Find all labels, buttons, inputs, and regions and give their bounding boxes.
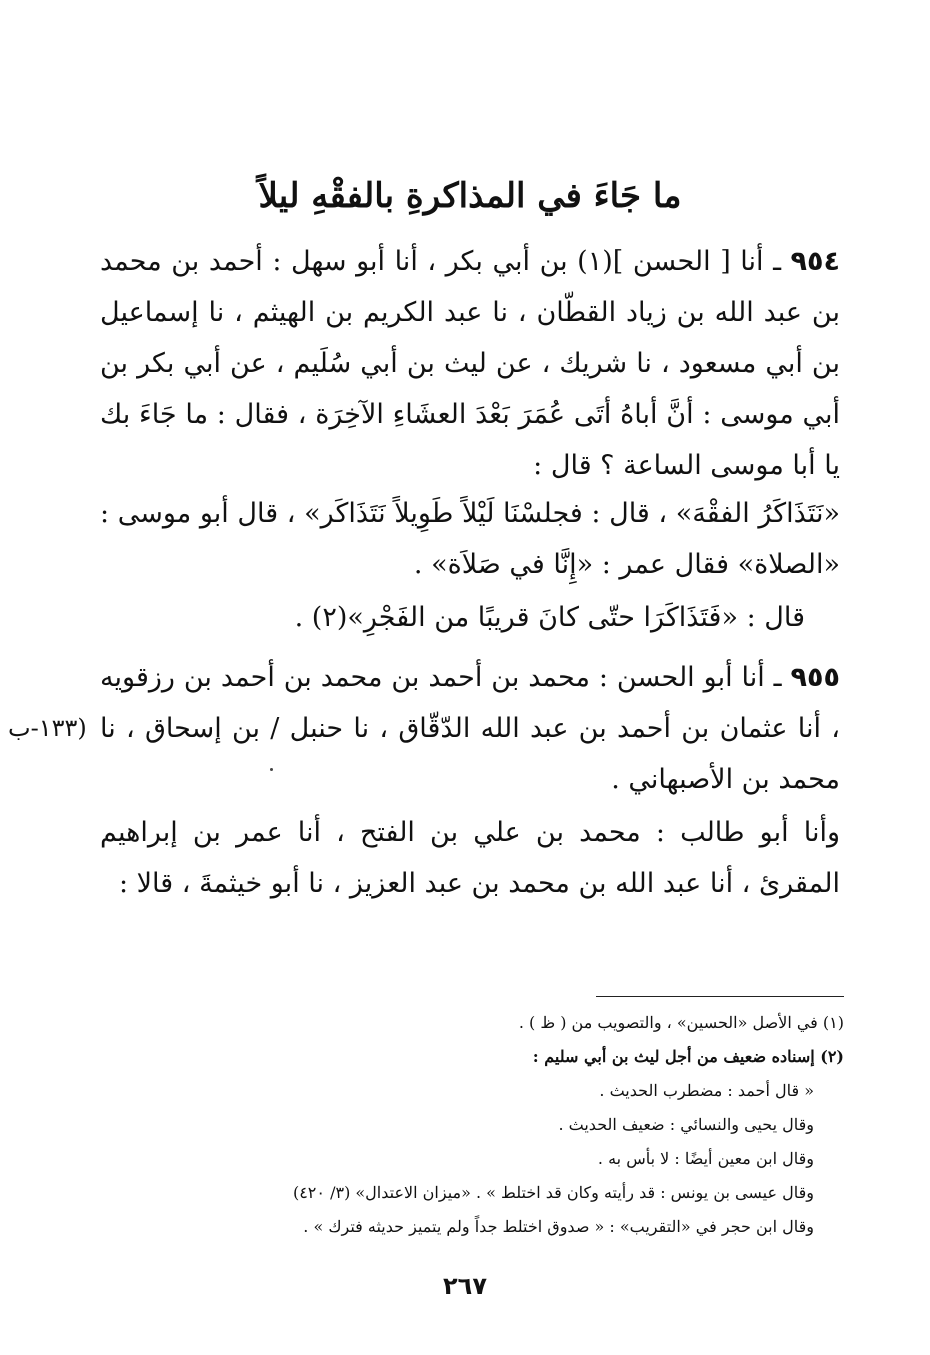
manuscript-folio-reference: (١٣٣-ب [8, 714, 87, 742]
footnote-2-line: « قال أحمد : مضطرب الحديث . [599, 1081, 814, 1100]
footnote-2-line: وقال ابن حجر في «التقريب» : « صدوق اختلط جداً ولم يتميز حديثه فترك » . [303, 1217, 814, 1236]
chapter-title: ما جَاءَ في المذاكرةِ بالفقْهِ ليلاً [258, 176, 682, 216]
footnote-2-line: وقال عيسى بن يونس : قد رأيته وكان قد اختلط » . «ميزان الاعتدال» (٣/ ٤٢٠) [292, 1183, 814, 1202]
hadith-text: ـ أنا أبو الحسن : محمد بن أحمد بن محمد بن أحمد بن رزقويه ، أنا عثمان بن أحمد بن عبد الله الدّقّاق ، نا حنبل / بن إسحاق ، نا محمد بن الأصبهاني . [100, 662, 840, 795]
page-number: ٢٦٧ [443, 1272, 487, 1300]
hadith-text: ـ أنا [ الحسن ](١) بن أبي بكر ، أنا أبو سهل : أحمد بن محمد بن عبد الله بن زياد القطّان ، نا عبد الكريم بن الهيثم ، نا إسماعيل بن أبي مسعود ، نا شريك ، عن ليث بن أبي سُلَيم ، عن أبي بكر بن أبي موسى : أنَّ أباهُ أتَى عُمَرَ بَعْدَ العشَاءِ الآخِرَة ، فقال : ما جَاءَ بك يا أبا موسى الساعة ؟ قال : [100, 246, 840, 481]
footnote-divider [596, 996, 844, 997]
footnote-2-line: وقال يحيى والنسائي : ضعيف الحديث . [558, 1115, 814, 1134]
ink-speck [270, 768, 273, 771]
hadith-954-paragraph [100, 236, 840, 491]
footnotes [240, 1006, 844, 1244]
hadith-number: ٩٥٥ [790, 662, 840, 693]
hadith-954-quote: «نَتَذَاكَرُ الفقْهَ» ، قال : فجلسْنَا لَيْلاً طَوِيلاً نَتَذَاكَر» ، قال أبو موسى : «الصلاة» فقال عمر : «إِنَّا في صَلاَة» . [100, 498, 840, 580]
hadith-954-ending: قال : «فَتَذَاكَرَا حتّى كانَ قريبًا من الفَجْرِ»(٢) . [294, 602, 805, 633]
hadith-955-paragraph [100, 652, 840, 805]
footnote-2-heading: (٢) إسناده ضعيف من أجل ليث بن أبي سليم : [532, 1047, 844, 1066]
second-chain-paragraph: وأنا أبو طالب : محمد بن علي بن الفتح ، أنا عمر بن إبراهيم المقرئ ، أنا عبد الله بن محمد بن عبد العزيز ، نا أبو خيثمةَ ، قالا : [100, 817, 840, 899]
footnote-1: (١) في الأصل «الحسين» ، والتصويب من ( ظ ) . [518, 1013, 844, 1032]
hadith-number: ٩٥٤ [790, 246, 840, 277]
footnote-2-line: وقال ابن معين أيضًا : لا بأس به . [597, 1149, 814, 1168]
